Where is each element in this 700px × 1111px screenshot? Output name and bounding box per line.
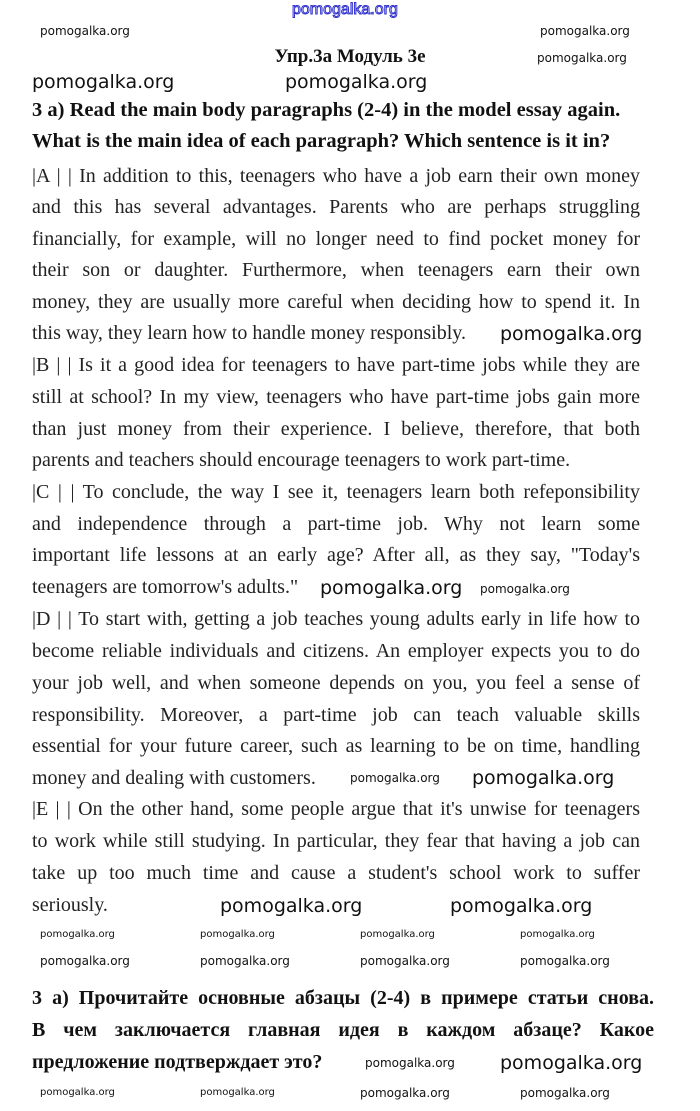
paragraph-line: important life lessons at an early age? After all, as they say, "Today's: [32, 544, 640, 566]
watermark: pomogalka.org: [360, 929, 435, 940]
paragraph-line: your job well, and when someone depends on you, you feel a sense of: [32, 672, 640, 694]
watermark: pomogalka.org: [40, 1087, 115, 1098]
paragraph-line: |C | | To conclude, the way I see it, teenagers learn both refeponsibility: [32, 481, 640, 503]
paragraph-line: still at school? In my view, teenagers who have part-time jobs gain more: [32, 386, 640, 408]
paragraph-line: and this has several advantages. Parents who are perhaps struggling: [32, 196, 640, 218]
watermark: pomogalka.org: [480, 582, 570, 596]
watermark: pomogalka.org: [500, 1052, 643, 1074]
paragraph-line: |B | | Is it a good idea for teenagers to have part-time jobs while they are: [32, 354, 640, 376]
watermark: pomogalka.org: [40, 24, 130, 38]
paragraph-line: |E | | On the other hand, some people argue that it's unwise for teenagers: [32, 798, 640, 820]
page-title: Упр.3а Модуль 3е: [274, 46, 426, 67]
paragraph-line: essential for your future career, such as learning to be on time, handling: [32, 735, 640, 757]
watermark: pomogalka.org: [520, 929, 595, 940]
paragraph-line: money, they are usually more careful when deciding how to spend it. In: [32, 291, 640, 313]
watermark: pomogalka.org: [285, 71, 428, 93]
paragraph-line: |A | | In addition to this, teenagers who have a job earn their own money: [32, 165, 640, 187]
paragraph-line: take up too much time and cause a student's school work to suffer: [32, 862, 640, 884]
paragraph-line: become reliable individuals and citizens. An employer expects you to do: [32, 640, 640, 662]
paragraph-line: responsibility. Moreover, a part-time job can teach valuable skills: [32, 704, 640, 726]
watermark: pomogalka.org: [520, 954, 610, 968]
paragraph-line: parents and teachers should encourage teenagers to work part-time.: [32, 449, 571, 471]
paragraph-line: money and dealing with customers.: [32, 767, 316, 789]
watermark: pomogalka.org: [360, 1086, 450, 1100]
watermark: pomogalka.org: [320, 577, 463, 599]
watermark: pomogalka.org: [40, 954, 130, 968]
paragraph-line: and independence through a part-time job. Why not learn some: [32, 513, 640, 535]
watermark: pomogalka.org: [200, 954, 290, 968]
translation-line-3: предложение подтверждает это?: [32, 1051, 323, 1073]
watermark: pomogalka.org: [200, 929, 275, 940]
paragraph-line: to work while still studying. In particular, they fear that having a job can: [32, 830, 640, 852]
watermark: pomogalka.org: [500, 323, 643, 345]
watermark: pomogalka.org: [365, 1056, 455, 1070]
paragraph-line: financially, for example, will no longer need to find pocket money for: [32, 228, 640, 250]
watermark: pomogalka.org: [220, 895, 363, 917]
watermark: pomogalka.org: [40, 929, 115, 940]
watermark: pomogalka.org: [450, 895, 593, 917]
question-line-2: What is the main idea of each paragraph? Which sentence is it in?: [32, 130, 611, 152]
question-line-1: 3 a) Read the main body paragraphs (2-4) in the model essay again.: [32, 99, 621, 121]
paragraph-line: teenagers are tomorrow's adults.": [32, 576, 299, 598]
translation-line-1: 3 а) Прочитайте основные абзацы (2-4) в примере статьи снова.: [32, 987, 654, 1009]
watermark: pomogalka.org: [537, 51, 627, 65]
paragraph-line: seriously.: [32, 894, 108, 916]
watermark: pomogalka.org: [360, 954, 450, 968]
paragraph-line: |D | | To start with, getting a job teaches young adults early in life how to: [32, 608, 640, 630]
translation-line-2: В чем заключается главная идея в каждом абзаце? Какое: [32, 1019, 654, 1041]
paragraph-line: than just money from their experience. I believe, therefore, that both: [32, 418, 640, 440]
watermark: pomogalka.org: [472, 767, 615, 789]
paragraph-line: their son or daughter. Furthermore, when teenagers earn their own: [32, 259, 640, 281]
watermark: pomogalka.org: [32, 71, 175, 93]
watermark: pomogalka.org: [350, 771, 440, 785]
watermark: pomogalka.org: [520, 1086, 610, 1100]
watermark-top: pomogalka.org: [292, 1, 398, 18]
watermark: pomogalka.org: [200, 1087, 275, 1098]
watermark: pomogalka.org: [540, 24, 630, 38]
paragraph-line: this way, they learn how to handle money responsibly.: [32, 322, 466, 344]
